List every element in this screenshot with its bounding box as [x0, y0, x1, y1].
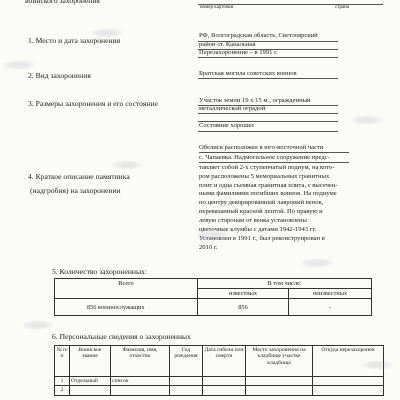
watermark-stamp	[300, 258, 334, 268]
row-cell: список	[112, 378, 129, 384]
watermark-stamp	[2, 60, 36, 70]
underline	[198, 57, 338, 58]
desc-line: 2010 г.	[199, 243, 218, 251]
desc-line: перевязанный красной лентой. По правую и	[199, 208, 323, 216]
field-size-line2: металлической оградой	[199, 105, 266, 112]
known-value: 856	[238, 303, 248, 311]
watermark-stamp	[110, 160, 144, 170]
underline	[198, 78, 338, 79]
watermark-stamp	[196, 230, 230, 240]
field-size-state-label: 3. Размеры захоронения и его состояние	[28, 99, 158, 108]
desc-line: плит и одна съемная гранитная плита, с высечен-	[199, 181, 338, 189]
desc-line: с. Чапаевка. Надмогильное сооружение предс-	[199, 154, 349, 163]
header-number: № п/п	[56, 347, 68, 360]
header-rank: Воинское звание	[78, 347, 102, 360]
watermark-stamp	[90, 28, 124, 38]
field-place-date-line1: РФ, Волгоградская область, Светлоярский	[199, 32, 318, 39]
field-burial-type-value: Братская могила советских воинов	[199, 70, 297, 77]
burial-count-title: 5. Количество захороненных:	[52, 267, 147, 276]
desc-line: ром расположены 5 мемориальных гранитных	[199, 172, 330, 180]
card-number-label: номер карточки	[200, 5, 234, 10]
total-header: Всего	[118, 280, 134, 287]
personal-info-title: 6. Персональные сведения о захороненных	[52, 332, 191, 341]
watermark-stamp	[360, 360, 394, 370]
field-size-line1: Участок земли 19 х 15 м., огражденный	[199, 97, 311, 104]
header-birth-year: Год рождения	[174, 347, 198, 360]
row-cell: Отдельный	[71, 378, 98, 384]
unknown-value: -	[328, 303, 332, 311]
header-death-date: Дата гибели или смерти	[204, 347, 244, 360]
personal-info-table	[54, 345, 384, 396]
field-place-date-label: 1. Место и дата захоронения	[28, 36, 121, 45]
desc-line: левую сторонам от венка установлены	[199, 217, 307, 225]
header-full-name: Фамилия, имя, отчество	[122, 347, 158, 360]
page-label: страна	[335, 5, 350, 10]
desc-line: ными фамилиями погибших воинов. На подиуме	[199, 190, 337, 198]
underline	[198, 131, 338, 132]
unknown-header: неизвестных	[312, 290, 348, 297]
underline	[198, 113, 338, 114]
header-burial-place: Место захоронения на кладбище участке кладбища	[252, 347, 306, 366]
field-burial-type-label: 2. Вид захоронения	[28, 71, 91, 80]
desc-line: Обелиск расположен в юго-восточной части	[199, 144, 349, 153]
row-cell: 2	[60, 387, 64, 394]
header-title-fragment: воинского захоронения	[25, 0, 100, 5]
field-place-date-line2: район ст. Канальная	[199, 41, 256, 48]
field-place-date-line3: Перезахоронение – в 1991 г.	[199, 49, 278, 56]
watermark-stamp	[20, 320, 54, 330]
in-that-number-header: В том числе:	[267, 280, 302, 287]
field-monument-label2: (надгробия) на захоронении	[30, 186, 121, 195]
burial-count-table	[54, 278, 372, 316]
desc-line: по центру декорированный лавровый венок,	[199, 199, 324, 207]
row-cell: 1	[60, 378, 64, 384]
field-state-value: Состояние хорошее	[199, 122, 255, 129]
field-monument-label: 4. Краткое описание памятника	[28, 172, 130, 181]
watermark-stamp	[350, 115, 384, 125]
desc-line: цветочные клумбы с датами 1942-1943 гг.	[199, 226, 317, 234]
header-reburied-from: Откуда перезахоронен	[321, 347, 375, 353]
total-value: 856 военнослужащих	[87, 303, 145, 311]
desc-line: тавляет собой 2-х ступенчатый подиум, на кото-	[199, 163, 335, 171]
desc-line: Установлен в 1991 г., был реконструирован в	[199, 234, 325, 242]
known-header: известных	[228, 290, 258, 297]
